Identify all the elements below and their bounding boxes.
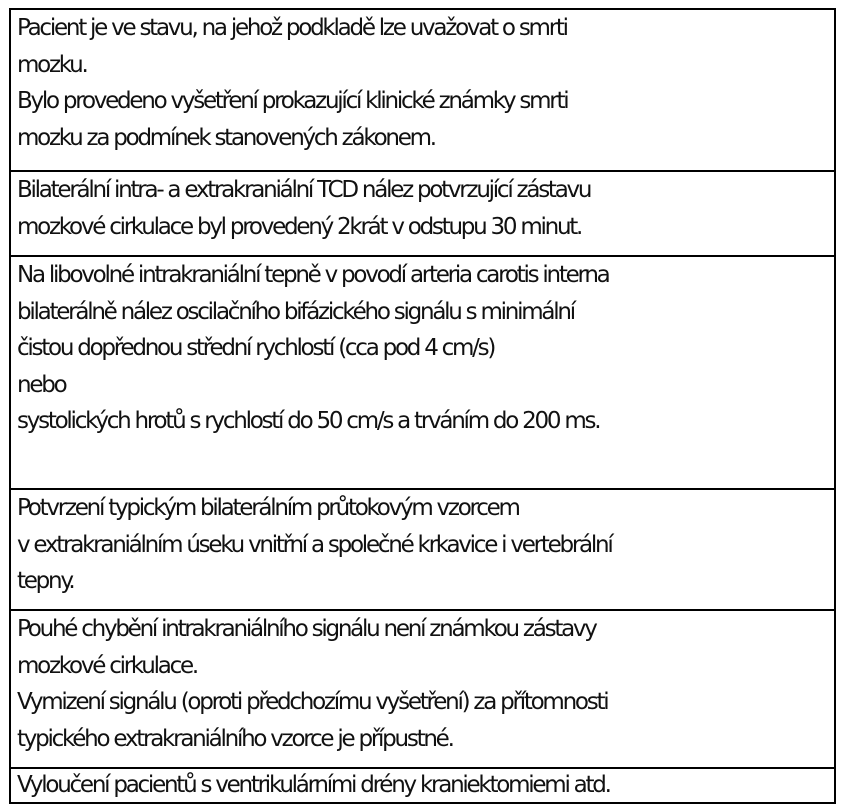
- row-text-line: tepny.: [17, 568, 74, 595]
- table-row: [11, 488, 834, 609]
- row-text-line: nebo: [17, 371, 66, 398]
- table-row: [11, 10, 834, 170]
- row-text-line: mozkové cirkulace byl provedený 2krát v odstupu 30 minut.: [17, 213, 582, 240]
- row-text-line: mozku.: [17, 51, 87, 78]
- row-text-line: Vymizení signálu (oproti předchozímu vyšetření) za přítomnosti: [17, 689, 608, 716]
- row-text-line: bilaterálně nález oscilačního bifázického signálu s minimální: [17, 298, 574, 325]
- row-text-line: Potvrzení typickým bilaterálním průtokovým vzorcem: [17, 495, 519, 521]
- table-row: [11, 609, 834, 767]
- row-text-line: mozku za podmínek stanovených zákonem.: [17, 124, 435, 151]
- row-text-line: Na libovolné intrakraniální tepně v povodí arteria carotis interna: [17, 262, 609, 288]
- table-row: [11, 255, 834, 488]
- row-text-line: v extrakraniálním úseku vnitřní a společné krkavice i vertebrální: [17, 531, 612, 558]
- criteria-table: [9, 8, 836, 804]
- row-text-line: Pacient je ve stavu, na jehož podkladě lze uvažovat o smrti: [17, 15, 567, 41]
- row-text-line: Bylo provedeno vyšetření prokazující klinické známky smrti: [17, 88, 568, 115]
- row-text-line: typického extrakraniálního vzorce je přípustné.: [17, 725, 453, 752]
- row-text-line: Pouhé chybění intrakraniálního signálu není známkou zástavy: [17, 616, 596, 642]
- row-text-line: čistou dopřednou střední rychlostí (cca pod 4 cm/s): [17, 335, 495, 362]
- row-text-line: Vyloučení pacientů s ventrikulárními drény kraniektomiemi atd.: [17, 772, 610, 798]
- row-text-line: Bilaterální intra- a extrakraniální TCD nález potvrzující zástavu: [17, 177, 591, 203]
- row-text-line: mozkové cirkulace.: [17, 652, 197, 679]
- table-row: [11, 170, 834, 255]
- table-row: [11, 767, 834, 802]
- row-text-line: systolických hrotů s rychlostí do 50 cm/s a trváním do 200 ms.: [17, 408, 600, 435]
